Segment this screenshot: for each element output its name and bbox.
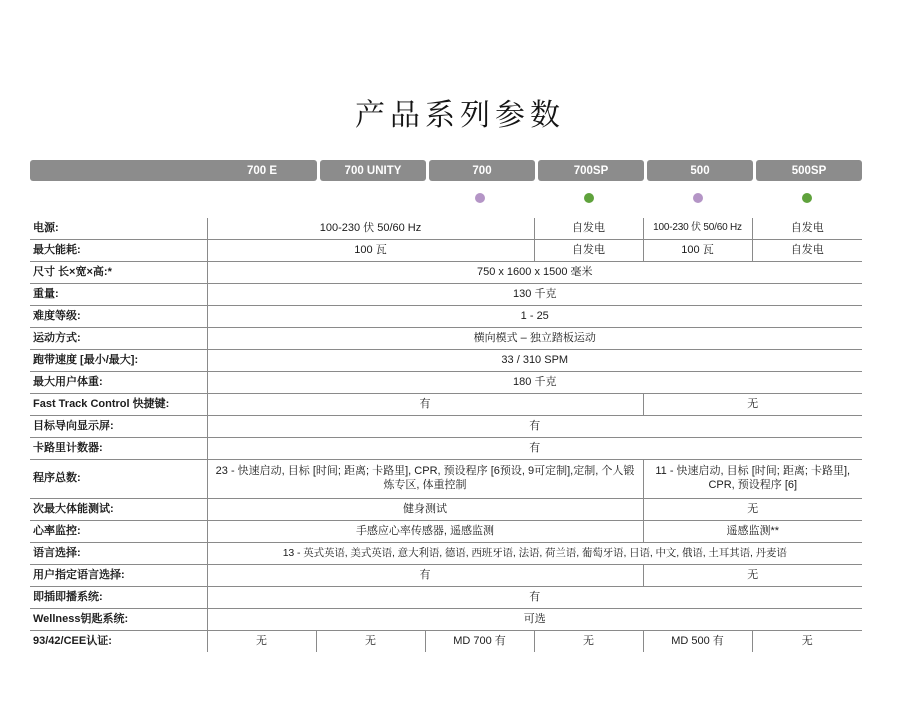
spec-label: 语言选择:: [30, 543, 207, 565]
table-row: [30, 350, 862, 372]
table-row: [30, 499, 862, 521]
green-status-dot: [802, 193, 812, 203]
spec-value: 100-230 伏 50/60 Hz: [643, 218, 752, 240]
table-row: [30, 262, 862, 284]
model-dots-row: [30, 190, 862, 206]
dot-cell-500: [643, 190, 752, 206]
table-row: [30, 631, 862, 653]
spec-label: 心率监控:: [30, 521, 207, 543]
spec-value: 自发电: [752, 218, 862, 240]
spec-label: 即插即播系统:: [30, 587, 207, 609]
spec-label: Wellness钥匙系统:: [30, 609, 207, 631]
model-header-500: [647, 160, 753, 181]
model-label: 500: [690, 164, 710, 177]
spec-value: 手感应心率传感器, 遥感监测: [207, 521, 643, 543]
model-header-700unity: [320, 160, 426, 181]
table-row: [30, 438, 862, 460]
spec-value: 有: [207, 394, 643, 416]
model-header-row: [30, 160, 862, 181]
model-label: 700: [472, 164, 492, 177]
spec-label: 93/42/CEE认证:: [30, 631, 207, 653]
table-row: [30, 328, 862, 350]
table-row: [30, 521, 862, 543]
spec-value: 横向模式 – 独立踏板运动: [207, 328, 862, 350]
spec-label: 难度等级:: [30, 306, 207, 328]
model-label: 700 E: [246, 164, 278, 177]
spec-value: 11 - 快速启动, 目标 [时间; 距离; 卡路里], CPR, 预设程序 [6]: [643, 460, 862, 499]
dots-spacer: [30, 190, 207, 206]
dot-cell-700sp: [534, 190, 643, 206]
spec-value: 无: [256, 634, 267, 647]
page-title: 产品系列参数: [355, 99, 565, 132]
spec-label: 卡路里计数器:: [30, 438, 207, 460]
spec-value: 有: [207, 565, 643, 587]
spec-value: 100-230 伏 50/60 Hz: [207, 218, 534, 240]
spec-label: 次最大体能测试:: [30, 499, 207, 521]
spec-value: 无: [643, 565, 862, 587]
table-row: [30, 416, 862, 438]
spec-value: 有: [207, 416, 862, 438]
spec-value: 自发电: [752, 240, 862, 262]
spec-value: 1 - 25: [207, 306, 862, 328]
spec-table: [30, 218, 862, 652]
spec-value: 23 - 快速启动, 目标 [时间; 距离; 卡路里], CPR, 预设程序 [6预设, 9可定制],定制, 个人锻炼专区, 体重控制: [207, 460, 643, 499]
spec-value: 无: [752, 631, 862, 653]
table-row: [30, 218, 862, 240]
table-row: [30, 240, 862, 262]
spec-value: 自发电: [534, 218, 643, 240]
purple-status-dot: [693, 193, 703, 203]
green-status-dot: [584, 193, 594, 203]
spec-label: 运动方式:: [30, 328, 207, 350]
spec-value: 遥感监测**: [643, 521, 862, 543]
spec-label: Fast Track Control 快捷键:: [30, 394, 207, 416]
table-row: [30, 306, 862, 328]
dot-cell-700e: [207, 190, 316, 206]
spec-label: 尺寸 长×宽×高:*: [30, 262, 207, 284]
table-row: [30, 284, 862, 306]
spec-value: 无: [534, 631, 643, 653]
model-label: 500SP: [791, 164, 827, 177]
spec-value: 750 x 1600 x 1500 毫米: [207, 262, 862, 284]
spec-label: 重量:: [30, 284, 207, 306]
table-row: [30, 565, 862, 587]
spec-label: 程序总数:: [30, 460, 207, 499]
spec-value: 100 瓦: [207, 240, 534, 262]
dot-cell-700: [425, 190, 534, 206]
spec-value: 有: [207, 587, 862, 609]
spec-value: MD 700 有: [425, 631, 534, 653]
model-header-500sp: [756, 160, 862, 181]
spec-value: 130 千克: [207, 284, 862, 306]
spec-value: MD 500 有: [643, 631, 752, 653]
spec-value: 无: [643, 394, 862, 416]
purple-status-dot: [475, 193, 485, 203]
spec-value: 可选: [207, 609, 862, 631]
spec-label: 最大用户体重:: [30, 372, 207, 394]
table-row: [30, 460, 862, 499]
model-header-700sp: [538, 160, 644, 181]
spec-value: 13 - 英式英语, 美式英语, 意大利语, 德语, 西班牙语, 法语, 荷兰语, 葡萄牙语, 日语, 中文, 俄语, 土耳其语, 丹麦语: [207, 543, 862, 565]
spec-value: 自发电: [534, 240, 643, 262]
table-row: [30, 587, 862, 609]
model-header-700: [429, 160, 535, 181]
dot-cell-700unity: [316, 190, 425, 206]
table-row: [30, 543, 862, 565]
table-row: [30, 609, 862, 631]
spec-value: 无: [643, 499, 862, 521]
spec-label: 电源:: [30, 218, 207, 240]
spec-value: 100 瓦: [643, 240, 752, 262]
spec-label: 用户指定语言选择:: [30, 565, 207, 587]
table-row: [30, 394, 862, 416]
table-row: [30, 372, 862, 394]
model-header-700e: [30, 160, 317, 181]
spec-label: 目标导向显示屏:: [30, 416, 207, 438]
spec-value: 无: [316, 631, 425, 653]
spec-label: 最大能耗:: [30, 240, 207, 262]
spec-value: 有: [207, 438, 862, 460]
spec-label: 跑带速度 [最小/最大]:: [30, 350, 207, 372]
spec-value: 健身测试: [207, 499, 643, 521]
spec-value: 180 千克: [207, 372, 862, 394]
model-label: 700SP: [573, 164, 609, 177]
dot-cell-500sp: [752, 190, 861, 206]
spec-table-body: [30, 218, 862, 652]
model-label: 700 UNITY: [344, 164, 402, 177]
spec-value: 33 / 310 SPM: [207, 350, 862, 372]
